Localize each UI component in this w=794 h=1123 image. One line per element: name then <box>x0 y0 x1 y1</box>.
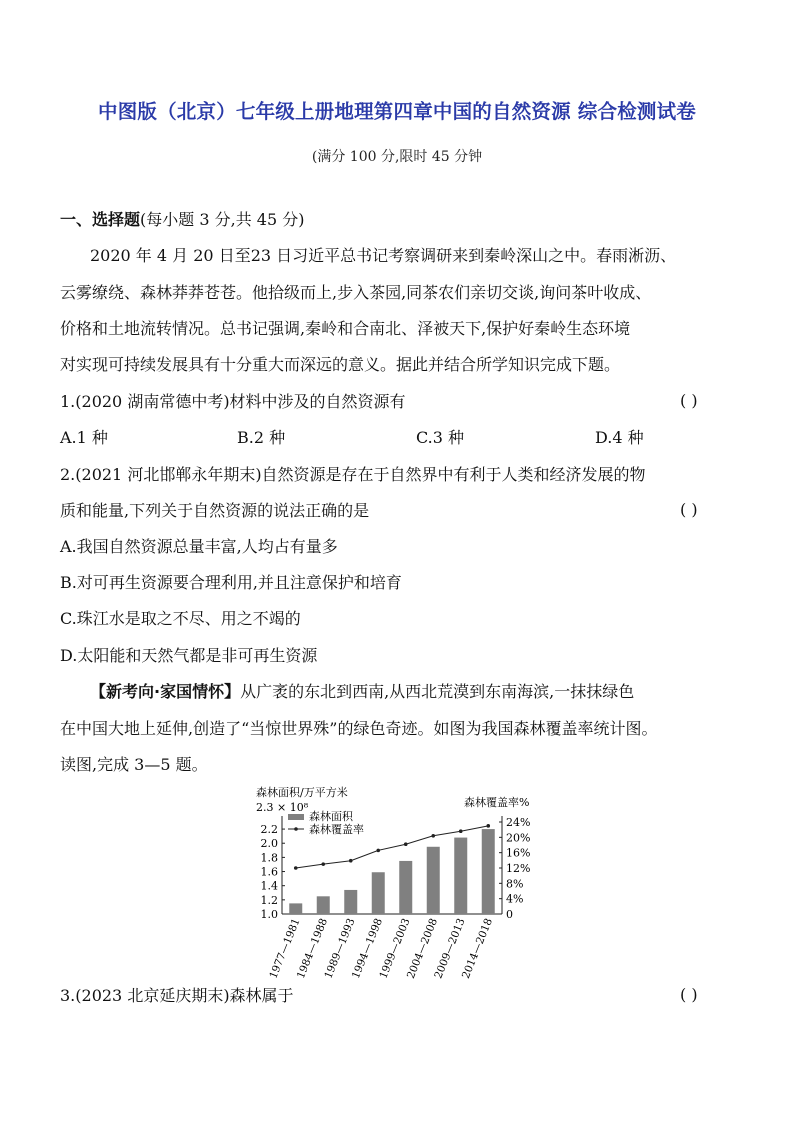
category-label: 2004—2008 <box>404 916 441 980</box>
coverage-point <box>321 862 325 866</box>
right-axis-title: 森林覆盖率% <box>464 796 530 809</box>
left-tick-label: 1.8 <box>260 851 278 865</box>
right-tick-label: 8% <box>506 877 524 891</box>
coverage-point <box>459 829 463 833</box>
exam-title: 中图版（北京）七年级上册地理第四章中国的自然资源 综合检测试卷 <box>98 100 696 123</box>
q2-option-a[interactable]: A.我国自然资源总量丰富,人均占有量多 <box>60 537 338 556</box>
exam-subtitle: (满分 100 分,限时 45 分钟 <box>311 149 483 165</box>
legend-line-dot <box>294 827 298 831</box>
left-tick-label: 1.6 <box>260 865 278 879</box>
q1-stem: 1.(2020 湖南常德中考)材料中涉及的自然资源有 <box>60 392 406 411</box>
section-note: (每小题 3 分,共 45 分) <box>140 210 305 229</box>
passage2-tag: 【新考向·家国情怀】 <box>90 682 241 701</box>
passage2-line2: 在中国大地上延伸,创造了“当惊世界殊”的绿色奇迹。如图为我国森林覆盖率统计图。 <box>60 719 658 738</box>
q2-option-c[interactable]: C.珠江水是取之不尽、用之不竭的 <box>60 609 301 628</box>
category-label: 1984—1988 <box>294 916 331 980</box>
q3-answer-bracket[interactable]: ( ) <box>680 985 698 1004</box>
coverage-point <box>404 842 408 846</box>
coverage-point <box>431 834 435 838</box>
coverage-point <box>294 866 298 870</box>
right-tick-label: 20% <box>506 831 531 845</box>
q2-stem-line1: 2.(2021 河北邯郸永年期末)自然资源是存在于自然界中有利于人类和经济发展的物 <box>60 465 646 484</box>
category-label: 2014—2018 <box>459 916 496 980</box>
passage2-line3: 读图,完成 3—5 题。 <box>60 755 208 774</box>
coverage-point <box>486 824 490 828</box>
q2-option-b[interactable]: B.对可再生资源要合理利用,并且注意保护和培育 <box>60 573 402 592</box>
passage2-line1-text: 从广袤的东北到西南,从西北荒漠到东南海滨,一抹抹绿色 <box>240 682 635 701</box>
bar-forest-area <box>344 890 357 914</box>
legend-bar-label: 森林面积 <box>309 810 353 823</box>
bar-forest-area <box>427 847 440 914</box>
bar-forest-area <box>317 896 330 914</box>
bar-forest-area <box>482 829 495 914</box>
left-tick-label: 1.0 <box>260 908 278 921</box>
q2-stem-line2: 质和能量,下列关于自然资源的说法正确的是 <box>60 501 370 520</box>
category-label: 1977—1981 <box>267 916 303 980</box>
category-label: 1989—1993 <box>322 916 358 980</box>
bar-forest-area <box>289 903 302 914</box>
legend-line-label: 森林覆盖率 <box>309 823 364 836</box>
coverage-point <box>376 849 380 853</box>
right-tick-label: 0 <box>506 908 513 921</box>
q2-option-d[interactable]: D.太阳能和天然气都是非可再生资源 <box>60 646 318 665</box>
section-heading-row <box>60 209 740 231</box>
forest-chart <box>250 784 550 980</box>
category-label: 2009—2013 <box>432 916 468 980</box>
passage1-line: 2020 年 4 月 20 日至23 日习近平总书记考察调研来到秦岭深山之中。春雨淅沥、 <box>90 246 677 265</box>
passage2-line1 <box>90 681 770 703</box>
bar-forest-area <box>454 838 467 914</box>
section-heading: 一、选择题 <box>60 210 141 229</box>
q1-answer-bracket[interactable]: ( ) <box>680 391 698 410</box>
q2-answer-bracket[interactable]: ( ) <box>680 500 698 519</box>
coverage-point <box>349 859 353 863</box>
left-tick-label: 2.2 <box>260 823 278 837</box>
left-tick-label: 1.2 <box>260 893 278 907</box>
legend-bar-swatch <box>288 814 304 820</box>
q1-option-b[interactable]: B.2 种 <box>237 428 286 447</box>
bar-forest-area <box>372 872 385 914</box>
left-axis-top-label: 2.3 × 10⁸ <box>256 801 309 814</box>
category-label: 1994—1998 <box>349 916 386 980</box>
left-tick-label: 1.4 <box>260 879 278 893</box>
q1-option-d[interactable]: D.4 种 <box>595 428 644 447</box>
left-tick-label: 2.0 <box>260 837 278 851</box>
bar-forest-area <box>399 861 412 914</box>
left-axis-title: 森林面积/万平方米 <box>256 786 348 799</box>
right-tick-label: 12% <box>506 862 531 875</box>
right-tick-label: 16% <box>506 846 531 860</box>
q3-stem: 3.(2023 北京延庆期末)森林属于 <box>60 986 294 1005</box>
q1-option-c[interactable]: C.3 种 <box>416 428 465 447</box>
passage1-line: 云雾缭绕、森林莽莽苍苍。他拾级而上,步入茶园,同茶农们亲切交谈,询问茶叶收成、 <box>60 283 652 302</box>
category-label: 1999—2003 <box>377 916 413 980</box>
right-tick-label: 24% <box>506 816 531 829</box>
passage1-line: 对实现可持续发展具有十分重大而深远的意义。据此并结合所学知识完成下题。 <box>60 355 621 374</box>
right-tick-label: 4% <box>506 892 524 906</box>
passage1-line: 价格和土地流转情况。总书记强调,秦岭和合南北、泽被天下,保护好秦岭生态环境 <box>60 319 631 338</box>
q1-option-a[interactable]: A.1 种 <box>60 428 108 447</box>
